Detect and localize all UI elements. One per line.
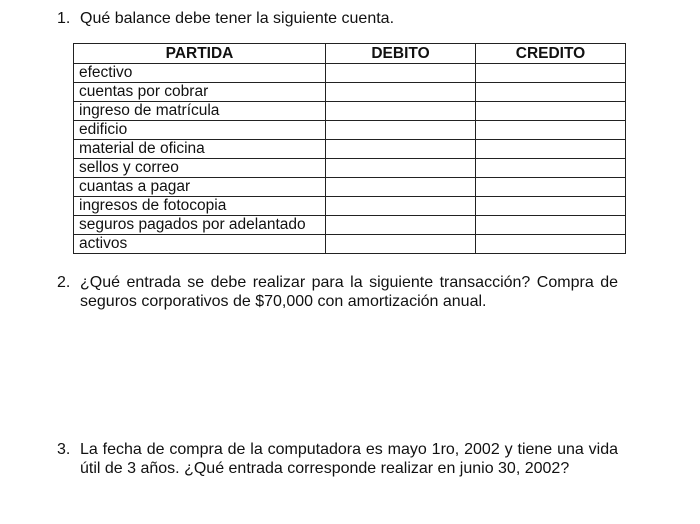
account-balance-table [73,43,626,254]
debito-cell[interactable] [326,83,476,102]
partida-cell: ingreso de matrícula [74,102,326,121]
table-row [74,140,626,159]
debito-cell[interactable] [326,121,476,140]
table-header-row [74,44,626,64]
credito-cell[interactable] [476,178,626,197]
table-row [74,64,626,83]
credito-cell[interactable] [476,102,626,121]
debito-cell[interactable] [326,178,476,197]
credito-cell[interactable] [476,64,626,83]
partida-cell: cuantas a pagar [74,178,326,197]
credito-cell[interactable] [476,216,626,235]
credito-cell[interactable] [476,121,626,140]
table-row [74,216,626,235]
table-row [74,83,626,102]
credito-cell[interactable] [476,83,626,102]
partida-cell: ingresos de fotocopia [74,197,326,216]
question-1-text: Qué balance debe tener la siguiente cuenta. [80,10,395,27]
debito-cell[interactable] [326,102,476,121]
partida-cell: material de oficina [74,140,326,159]
question-1-number: 1. [57,10,71,27]
question-2-number: 2. [57,274,71,291]
debito-cell[interactable] [326,216,476,235]
table-row [74,121,626,140]
partida-cell: edificio [74,121,326,140]
question-2-text: ¿Qué entrada se debe realizar para la siguiente transacción? Compra de seguros corporativos de $70,000 con amortización anual. [80,274,618,310]
header-credito: CREDITO [476,44,626,64]
debito-cell[interactable] [326,159,476,178]
question-3-number: 3. [57,441,71,458]
question-3-text: La fecha de compra de la computadora es mayo 1ro, 2002 y tiene una vida útil de 3 años. ¿Qué entrada corresponde realizar en junio 30, 2002? [80,441,618,477]
partida-cell: seguros pagados por adelantado [74,216,326,235]
credito-cell[interactable] [476,235,626,254]
partida-cell: activos [74,235,326,254]
question-1 [57,9,657,29]
debito-cell[interactable] [326,140,476,159]
question-2 [57,273,618,313]
debito-cell[interactable] [326,197,476,216]
credito-cell[interactable] [476,140,626,159]
credito-cell[interactable] [476,197,626,216]
table-row [74,235,626,254]
debito-cell[interactable] [326,64,476,83]
partida-cell: efectivo [74,64,326,83]
table-row [74,159,626,178]
question-3 [57,440,618,480]
table-row [74,197,626,216]
table-row [74,178,626,197]
header-partida: PARTIDA [74,44,326,64]
partida-cell: cuentas por cobrar [74,83,326,102]
partida-cell: sellos y correo [74,159,326,178]
debito-cell[interactable] [326,235,476,254]
header-debito: DEBITO [326,44,476,64]
credito-cell[interactable] [476,159,626,178]
table-row [74,102,626,121]
